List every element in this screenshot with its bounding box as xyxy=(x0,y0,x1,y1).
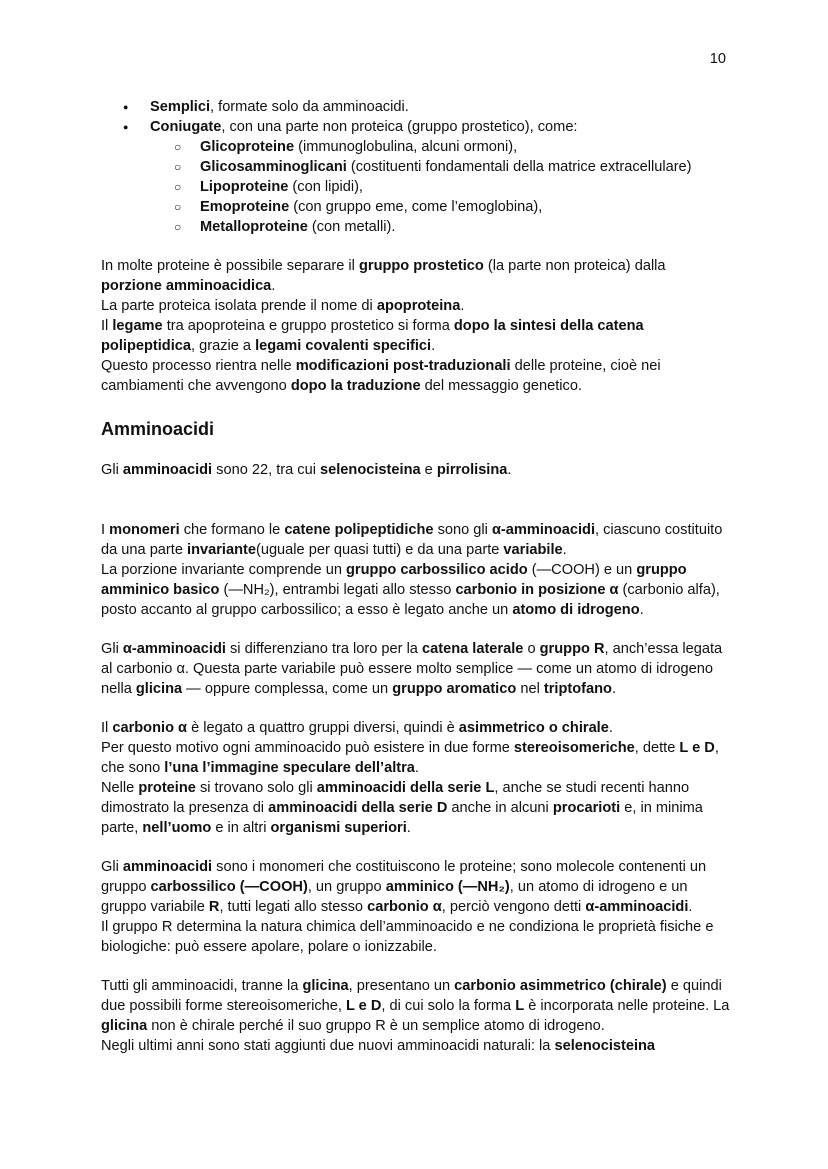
paragraph-catena-laterale: Gli α-amminoacidi si differenziano tra loro per la catena laterale o gruppo R, anch’essa legata al carbonio α. Questa parte variabile può essere molto semplice — come un atomo di idrogeno nella glicina — oppure complessa, come un gruppo aromatico nel triptofano. xyxy=(101,641,723,697)
page-number: 10 xyxy=(709,51,726,67)
paragraph-monomeri: I monomeri che formano le catene polipeptidiche sono gli α-amminoacidi, ciascuno costituito da una parte invariante(uguale per quasi tutti) e da una parte variabile. La porzione invariante comprende un gruppo carbossilico acido (—COOH) e un gruppo amminico basico (—NH₂), entrambi legati allo stesso carbonio in posizione α (carbonio alfa), posto accanto al gruppo carbossilico; a esso è legato anche un atomo di idrogeno. xyxy=(101,522,723,618)
paragraph-struttura: Gli amminoacidi sono i monomeri che costituiscono le proteine; sono molecole contenenti un gruppo carbossilico (—COOH), un gruppo amminico (—NH₂), un atomo di idrogeno e un gruppo variabile R, tutti legati allo stesso carbonio α, perciò vengono detti α-amminoacidi. Il gruppo R determina la natura chimica dell’amminoacido e ne condiziona le proprietà fisiche e biologiche: può essere apolare, polare o ionizzabile. xyxy=(101,859,714,955)
section-heading: Amminoacidi xyxy=(101,419,215,439)
list-item: ○ Glicoproteine (immunoglobulina, alcuni ormoni), xyxy=(101,137,731,157)
document-body xyxy=(101,97,731,1056)
paragraph-glicina: Tutti gli amminoacidi, tranne la glicina, presentano un carbonio asimmetrico (chirale) e quindi due possibili forme stereoisomeriche, L e D, di cui solo la forma L è incorporata nelle proteine. La glicina non è chirale perché il suo gruppo R è un semplice atomo di idrogeno. Negli ultimi anni sono stati aggiunti due nuovi amminoacidi naturali: la selenocisteina xyxy=(101,978,730,1054)
list-item: ○ Lipoproteine (con lipidi), xyxy=(101,177,731,197)
list-item: ○ Glicosamminoglicani (costituenti fondamentali della matrice extracellulare) xyxy=(101,157,731,177)
protein-classification-list xyxy=(101,97,731,237)
paragraph-chiralita: Il carbonio α è legato a quattro gruppi diversi, quindi è asimmetrico o chirale. Per questo motivo ogni amminoacido può esistere in due forme stereoisomeriche, dette L e D, che sono l’una l’immagine speculare dell’altra. Nelle proteine si trovano solo gli amminoacidi della serie L, anche se studi recenti hanno dimostrato la presenza di amminoacidi della serie D anche in alcuni procarioti e, in minima parte, nell’uomo e in altri organismi superiori. xyxy=(101,720,719,836)
list-item: ○ Metalloproteine (con metalli). xyxy=(101,217,731,237)
paragraph-gruppo-prostetico: In molte proteine è possibile separare il gruppo prostetico (la parte non proteica) dalla porzione amminoacidica. La parte proteica isolata prende il nome di apoproteina. Il legame tra apoproteina e gruppo prostetico si forma dopo la sintesi della catena polipeptidica, grazie a legami covalenti specifici. Questo processo rientra nelle modificazioni post-traduzionali delle proteine, cioè nei cambiamenti che avvengono dopo la traduzione del messaggio genetico. xyxy=(101,258,666,394)
coniugate-sublist xyxy=(150,137,731,237)
paragraph-numero-amminoacidi: Gli amminoacidi sono 22, tra cui selenocisteina e pirrolisina. xyxy=(101,462,512,478)
list-item-semplici: ● Semplici, formate solo da amminoacidi. xyxy=(101,97,731,117)
list-item: ○ Emoproteine (con gruppo eme, come l’emoglobina), xyxy=(101,197,731,217)
list-item-coniugate: ● Coniugate, con una parte non proteica (gruppo prostetico), come: ○ Glicoproteine (immunoglobulina, alcuni ormoni), ○ Glicosamminoglicani (costituenti fondamentali della matrice extracellulare) ○ Lipoproteine (con lipidi), ○ Emoproteine (con gruppo eme, come l’emoglobina), ○ Metalloproteine (con metalli). xyxy=(101,117,731,237)
